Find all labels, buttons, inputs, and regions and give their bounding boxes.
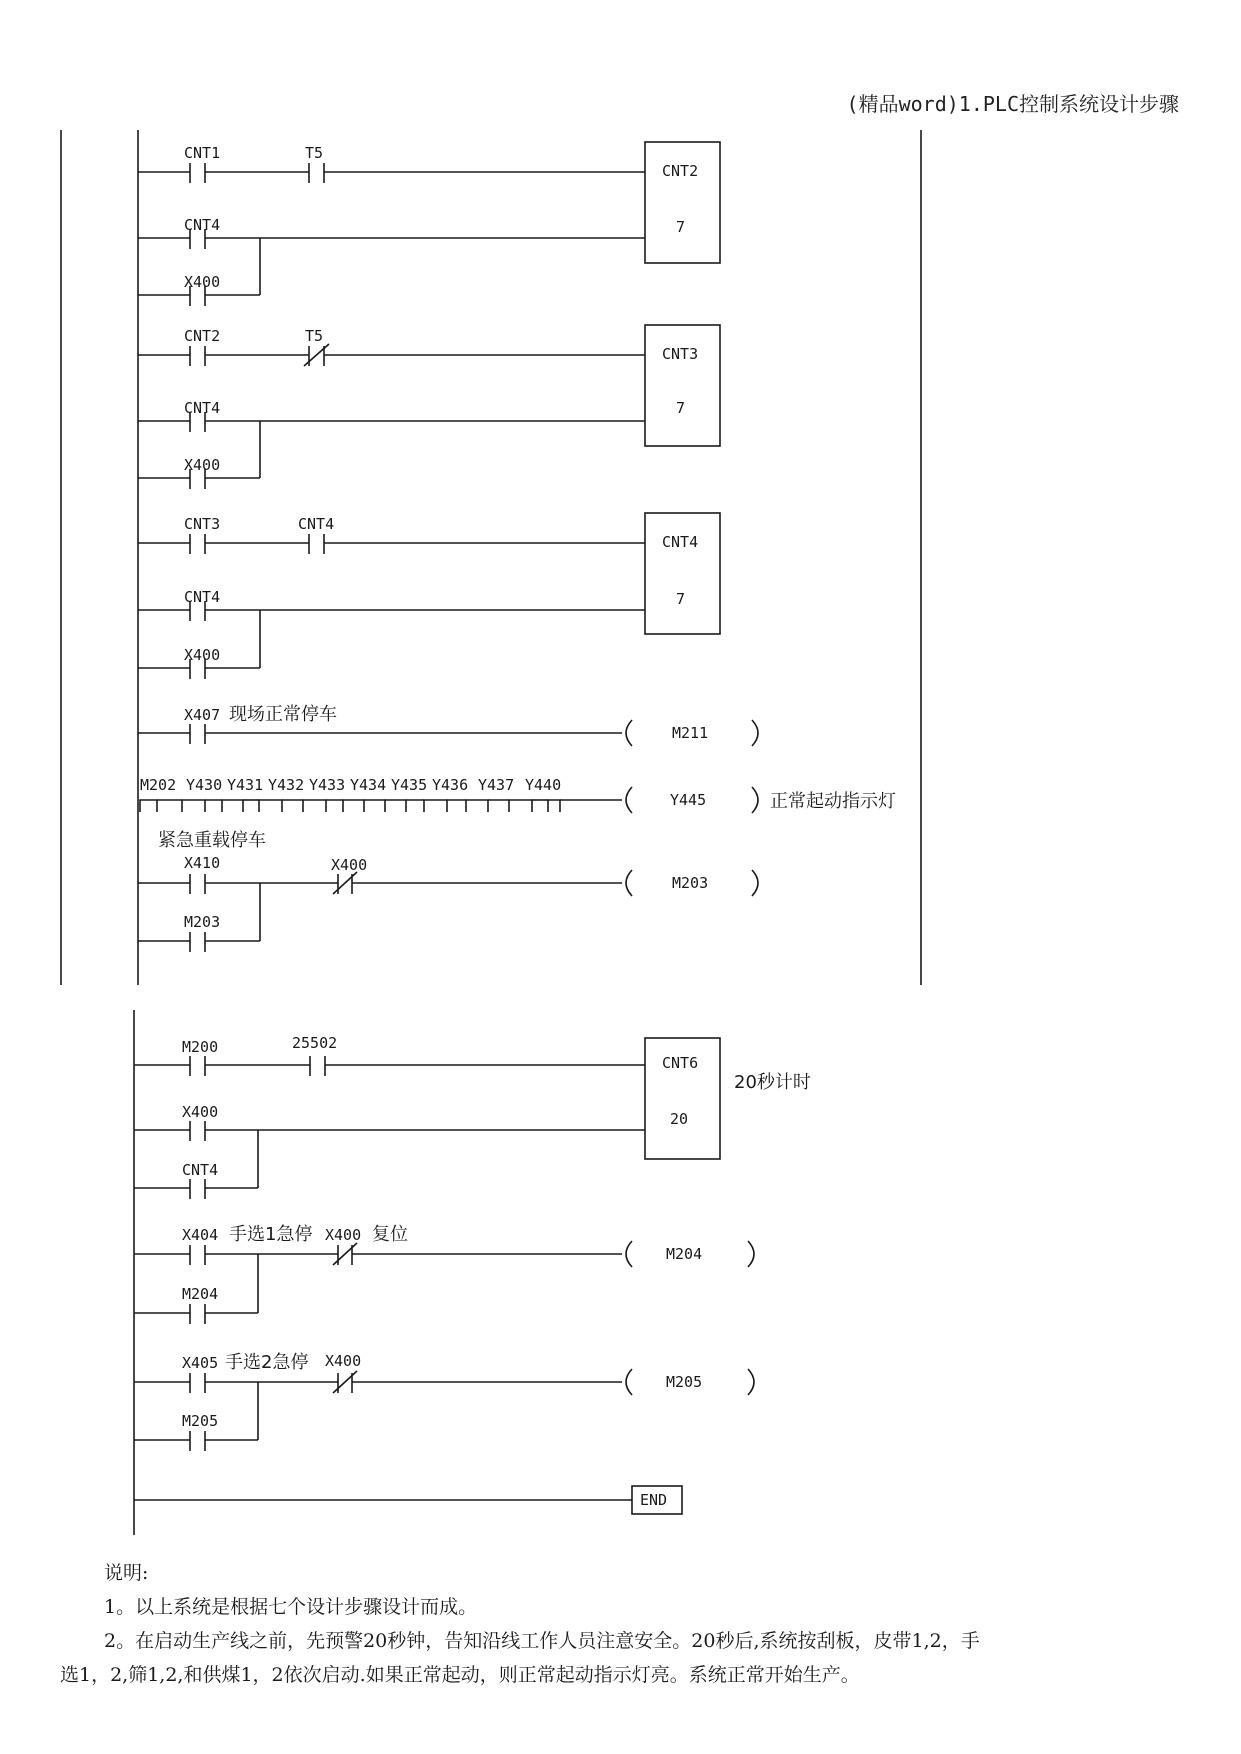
end-label: END <box>640 1491 668 1509</box>
label-25502: 25502 <box>292 1034 338 1052</box>
coil-label-m205: M205 <box>666 1373 703 1391</box>
box-name-cnt2: CNT2 <box>662 162 699 180</box>
note-item-2: 2。在启动生产线之前，先预警20秒钟，告知沿线工作人员注意安全。20秒后,系统按刮板，皮带1,2，手 <box>104 1630 980 1652</box>
label-y430: Y430 <box>186 776 223 794</box>
label-x400: X400 <box>184 646 221 664</box>
rung-end <box>134 1486 682 1514</box>
coil-close-m203 <box>752 870 758 896</box>
label-cnt1: CNT1 <box>184 144 221 162</box>
label-y433: Y433 <box>309 776 346 794</box>
label-y431: Y431 <box>227 776 264 794</box>
coil-close-m205 <box>748 1369 754 1395</box>
label-x410: X410 <box>184 854 221 872</box>
label-cnt4: CNT4 <box>184 399 221 417</box>
label-t5: T5 <box>305 144 324 162</box>
rung-cnt3 <box>138 325 720 489</box>
label-x400: X400 <box>184 456 221 474</box>
counter-box-cnt2 <box>645 142 720 263</box>
label-cnt2: CNT2 <box>184 327 221 345</box>
label-cnt4: CNT4 <box>184 216 221 234</box>
coil-label-y445: Y445 <box>670 791 707 809</box>
rung-m205 <box>134 1369 754 1451</box>
notes-heading: 说明: <box>104 1562 149 1584</box>
label-x400: X400 <box>184 273 221 291</box>
coil-close-m204 <box>748 1241 754 1267</box>
rung-cnt4 <box>138 513 720 679</box>
coil-open-m204 <box>626 1241 632 1267</box>
box-name-cnt6: CNT6 <box>662 1054 699 1072</box>
note-reset: 复位 <box>372 1224 408 1245</box>
note-item-1: 1。以上系统是根据七个设计步骤设计而成。 <box>104 1596 478 1618</box>
label-cnt4: CNT4 <box>182 1161 219 1179</box>
coil-open-m205 <box>626 1369 632 1395</box>
label-y440: Y440 <box>525 776 562 794</box>
label-m202: M202 <box>140 776 177 794</box>
counter-box-cnt4 <box>645 513 720 634</box>
label-x400-nc: X400 <box>331 856 368 874</box>
label-t5-nc: T5 <box>305 327 324 345</box>
label-x400: X400 <box>182 1103 219 1121</box>
box-name-cnt4: CNT4 <box>662 533 699 551</box>
box-value-cnt2: 7 <box>676 218 686 236</box>
coil-label-m203: M203 <box>672 874 709 892</box>
rung-cnt6 <box>134 1038 720 1199</box>
coil-open-y445 <box>626 787 632 813</box>
label-x400-nc: X400 <box>325 1352 362 1370</box>
diagram-labels <box>140 144 896 1509</box>
rung-cnt2 <box>138 142 720 306</box>
label-m203: M203 <box>184 913 221 931</box>
coil-open-m211 <box>626 720 632 746</box>
label-m205: M205 <box>182 1412 219 1430</box>
label-x404: X404 <box>182 1226 219 1244</box>
box-value-cnt6: 20 <box>670 1110 689 1128</box>
label-x405: X405 <box>182 1354 219 1372</box>
label-cnt4: CNT4 <box>184 588 221 606</box>
coil-label-m204: M204 <box>666 1245 703 1263</box>
note-start-indicator: 正常起动指示灯 <box>770 791 896 812</box>
counter-box-cnt3 <box>645 325 720 446</box>
box-name-cnt3: CNT3 <box>662 345 699 363</box>
note-manual-2-estop: 手选2急停 <box>225 1352 309 1373</box>
label-x407: X407 <box>184 706 221 724</box>
note-20-second-timer: 20秒计时 <box>734 1072 811 1093</box>
notes-section <box>60 1556 1180 1692</box>
label-cnt4-series: CNT4 <box>298 515 335 533</box>
box-value-cnt3: 7 <box>676 399 686 417</box>
label-x400-nc: X400 <box>325 1226 362 1244</box>
label-y437: Y437 <box>478 776 515 794</box>
label-y435: Y435 <box>391 776 428 794</box>
label-cnt3: CNT3 <box>184 515 221 533</box>
label-y434: Y434 <box>350 776 387 794</box>
label-m200: M200 <box>182 1038 219 1056</box>
label-m204: M204 <box>182 1285 219 1303</box>
box-value-cnt4: 7 <box>676 590 686 608</box>
note-manual-1-estop: 手选1急停 <box>229 1224 313 1245</box>
page-header: (精品word)1.PLC控制系统设计步骤 <box>846 92 1179 116</box>
heading-emergency-stop: 紧急重载停车 <box>158 830 266 851</box>
rung-m203 <box>138 870 758 952</box>
rung-m204 <box>134 1241 754 1324</box>
coil-close-m211 <box>752 720 758 746</box>
ladder-diagram-2 <box>134 1010 754 1535</box>
label-y432: Y432 <box>268 776 305 794</box>
note-item-2-continued: 选1，2,筛1,2,和供煤1，2依次启动.如果正常起动，则正常起动指示灯亮。系统正常开始生产。 <box>60 1664 860 1686</box>
note-normal-stop: 现场正常停车 <box>229 704 337 725</box>
coil-open-m203 <box>626 870 632 896</box>
coil-label-m211: M211 <box>672 724 709 742</box>
coil-close-y445 <box>752 787 758 813</box>
label-y436: Y436 <box>432 776 469 794</box>
